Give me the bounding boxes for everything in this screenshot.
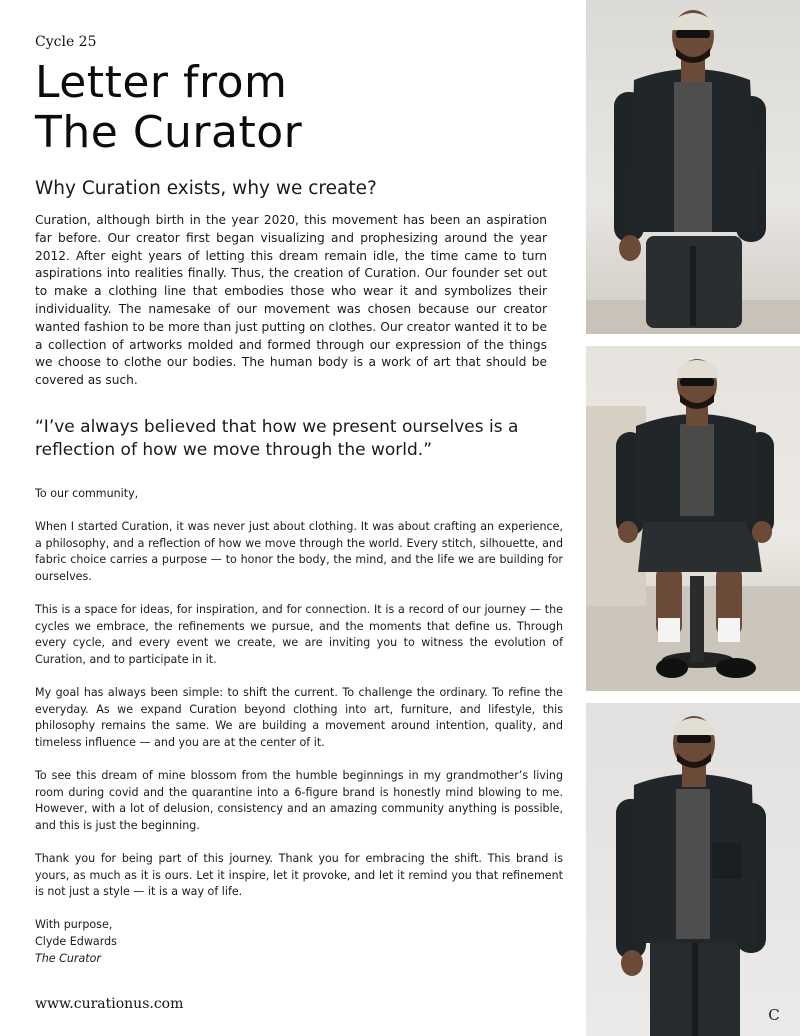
- page-title: [35, 58, 302, 158]
- subtitle: Why Curation exists, why we create?: [35, 178, 377, 199]
- photo-seated-portrait: [586, 346, 800, 691]
- pull-quote: “I’ve always believed that how we present ourselves is a reflection of how we move through the world.”: [35, 417, 519, 460]
- signature-role: The Curator: [35, 951, 101, 965]
- title-line-2: The Curator: [35, 107, 303, 158]
- title-line-1: Letter from: [35, 57, 288, 108]
- photo-standing-closeup: [586, 703, 800, 1036]
- closing: With purpose,: [35, 918, 113, 932]
- letter-paragraph: Thank you for being part of this journey. Thank you for embracing the shift. This brand is yours, as much as it is ours. Let it inspire, let it provoke, and let it remind you that refinement is not just a style — it is a way of life.: [35, 852, 563, 899]
- signature-name: Clyde Edwards: [35, 935, 117, 949]
- cycle-label: Cycle 25: [35, 34, 97, 50]
- letter-paragraph: When I started Curation, it was never just about clothing. It was about crafting an experience, a philosophy, and a reflection of how we move through the world. Every stitch, silhouette, and fabric choice carries a purpose — to honor the body, the mind, and the life we are building for ourselves.: [35, 520, 563, 583]
- letter-paragraph: This is a space for ideas, for inspiration, and for connection. It is a record of our journey — the cycles we embrace, the refinements we pursue, and the moments that define us. Through every cycle, and every event we create, we are inviting you to witness the evolution of Curation, and to participate in it.: [35, 603, 563, 666]
- website-link[interactable]: www.curationus.com: [35, 996, 184, 1012]
- person-standing-icon: [586, 703, 800, 1036]
- letter-greeting: To our community,: [35, 487, 139, 500]
- letter-paragraph: To see this dream of mine blossom from the humble beginnings in my grandmother’s living room during covid and the quarantine into a 6-figure brand is honestly mind blowing to me. However, with a lot of delusion, consistency and an amazing community anything is possible, and this is just the beginning.: [35, 769, 563, 832]
- signature-block: [35, 917, 563, 967]
- letter-paragraph: My goal has always been simple: to shift the current. To challenge the ordinary. To refine the everyday. As we expand Curation beyond clothing into art, furniture, and lifestyle, this philosophy remains the same. We are building a movement around intention, quality, and timeless influence — and you are at the center of it.: [35, 686, 563, 749]
- intro-paragraph: Curation, although birth in the year 2020, this movement has been an aspiration far before. Our creator first began visualizing and prophesizing around the year 2012. After eight years of letting this dream remain idle, the time came to turn aspirations into realities finally. Thus, the creation of Curation. Our founder set out to make a clothing line that embodies those who wear it and symbolizes their individuality. The namesake of our movement was chosen because our creator wanted fashion to be more than just putting on clothes. Our creator wanted it to be a collection of artworks molded and formed through our expression of the things we choose to clothe our bodies. The human body is a work of art that should be covered as such.: [35, 213, 547, 388]
- brand-logo-icon: C: [768, 1006, 780, 1024]
- person-standing-icon: [586, 0, 800, 334]
- letter-body: [35, 486, 563, 967]
- person-seated-icon: [586, 346, 800, 691]
- photo-standing-portrait: [586, 0, 800, 334]
